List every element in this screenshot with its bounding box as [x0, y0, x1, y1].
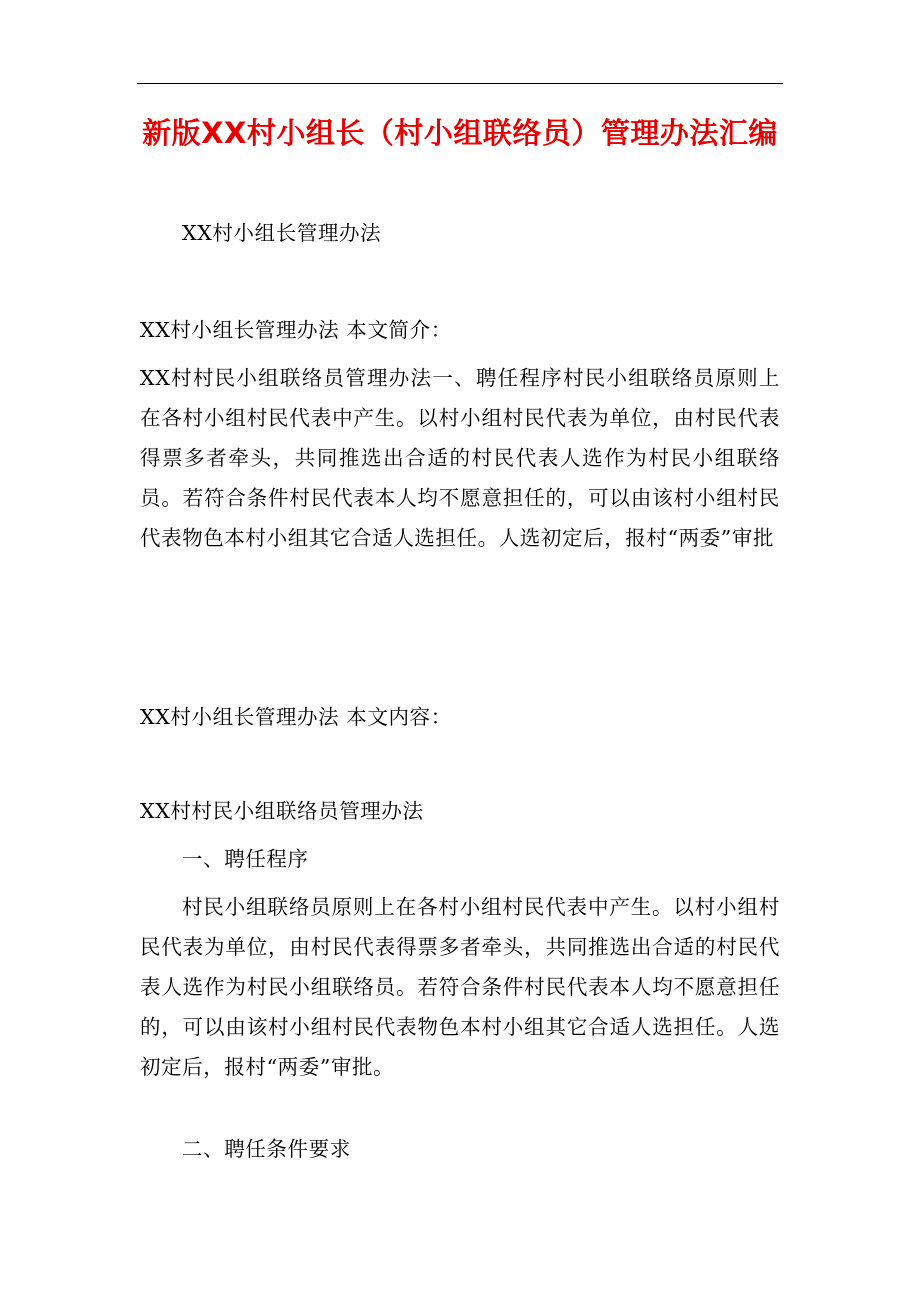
- document-title: 新版XX村小组长（村小组联络员）管理办法汇编: [142, 116, 778, 150]
- item-2-heading: 二、聘任条件要求: [182, 1137, 351, 1161]
- summary-paragraph: XX村村民小组联络员管理办法一、聘任程序村民小组联络员原则上在各村小组村民代表中产生。以村小组村民代表为单位，由村民代表得票多者牵头，共同推选出合适的村民代表人选作为村民小组联络员。若符合条件村民代表本人均不愿意担任的，可以由该村小组村民代表物色本村小组其它合适人选担任。人选初定后，报村“两委”审批: [140, 366, 780, 550]
- subtitle: XX村小组长管理办法: [182, 221, 382, 245]
- item-1-paragraph: 村民小组联络员原则上在各村小组村民代表中产生。以村小组村民代表为单位，由村民代表得票多者牵头，共同推选出合适的村民代表人选作为村民小组联络员。若符合条件村民代表本人均不愿意担任的，可以由该村小组村民代表物色本村小组其它合适人选担任。人选初定后，报村“两委”审批。: [140, 895, 780, 1079]
- item-1-heading: 一、聘任程序: [182, 847, 309, 871]
- summary-heading: XX村小组长管理办法 本文简介：: [140, 318, 452, 342]
- content-heading: XX村小组长管理办法 本文内容：: [140, 705, 452, 729]
- header-rule: [137, 83, 783, 84]
- section-title: XX村村民小组联络员管理办法: [140, 799, 424, 823]
